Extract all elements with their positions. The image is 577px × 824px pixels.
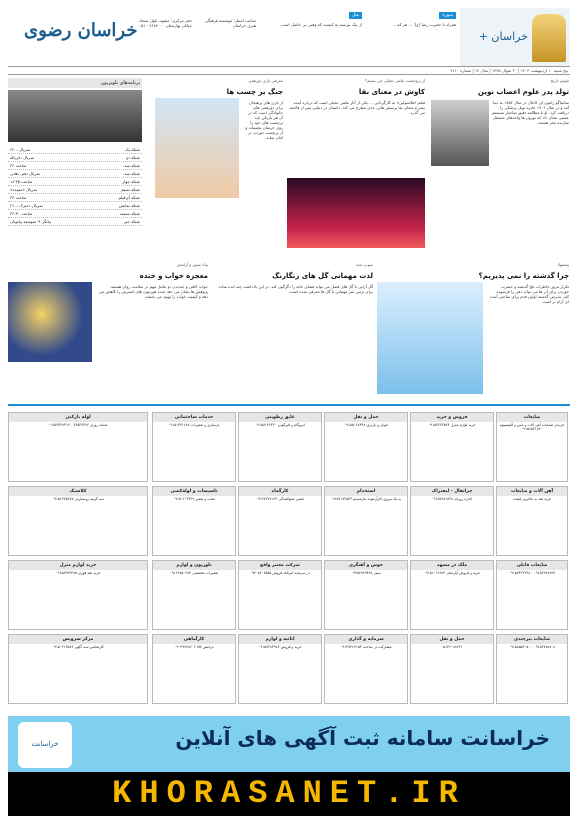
movie-poster <box>287 178 425 248</box>
tv-show: سریال داترباله <box>10 155 34 160</box>
ad-text: خرید و فروش ۰۹۱۵۷۳۸۳۹۸۴ <box>258 645 302 649</box>
sure-box <box>366 12 456 62</box>
article-kicker: تقویم تاریخ <box>550 78 569 83</box>
ad-text: خرید نقد به بالاترین قیمت <box>512 497 552 501</box>
ad-text: خرید لوازم منزل ۰۹۱۵۳۲۲۴۵۲۴ <box>428 423 476 427</box>
banner-logo-text: خراسانت <box>31 740 59 748</box>
article-kicker: از پروجشت علمی تخیلی چی بسیم؟ <box>364 78 425 83</box>
article-kicker: پیشنهاد <box>557 262 569 267</box>
ad-heading: جوش و آهنگری <box>325 561 407 570</box>
tv-item <box>8 194 142 202</box>
tv-item <box>8 202 142 210</box>
classified-ad[interactable] <box>496 560 568 630</box>
newspaper-logo: خراسان رضوی <box>24 20 138 41</box>
ad-text: ۰۹۱۵۶۲۹۸۷۷۹ - ۰۹۱۵۷۴۲۲۲۴۸ <box>508 571 556 575</box>
article-body: فیلم «فلاسولین» به کارگردانی ... یکی از آثار علمی تخیلی است که درباره آینده بشر و معنای بقا پرسش هایی جدی مطرح می کند. داستان در دنیایی پس از فاجعه می گذرد. <box>289 100 425 115</box>
tv-show: سریال «سپیده» <box>10 187 37 192</box>
banner-line1: خراسانت سامانه ثبت آگهی های آنلاین <box>175 726 550 750</box>
banner-logo <box>18 722 72 768</box>
ad-text: اتوبار و باربری ۰۹۱۵۵۰۶۸۴۴۸ <box>344 423 388 427</box>
article-title: تولد پدر علوم اعصاب نوین <box>478 88 569 96</box>
ad-text: نصب و تعمیر ۰۹۱۵۰۲۰۳۶۲۷ <box>173 497 215 501</box>
tv-item <box>8 178 142 186</box>
tv-show: سریال ...۲۲ <box>10 147 31 152</box>
ad-heading: فروش و خرید <box>411 413 493 422</box>
tv-item <box>8 218 142 226</box>
classified-ad[interactable] <box>238 412 322 482</box>
classified-ad[interactable] <box>324 412 408 482</box>
classified-ad[interactable] <box>8 412 148 482</box>
ad-text: ترخیص کالا ۰۹۰۴۹۶۷۸۶۰۶ <box>174 645 214 649</box>
ad-heading: مرکز سرویس <box>9 635 147 644</box>
article-body: گل آرایی با گل های فصل می تواند فضای خانه را دگرگون کند. در این یادداشت چند ایده ساده برای تزئین میز مهمانی با گل ها معرفی شده است. <box>218 284 373 294</box>
ad-heading: خرید لوازم منزل <box>9 561 147 570</box>
classified-ad[interactable] <box>152 560 236 630</box>
article-sleep <box>8 262 208 398</box>
tv-channel: شبکه سه <box>124 163 140 168</box>
tv-channel: شبکه نمایش <box>118 203 140 208</box>
khorasanet-banner[interactable] <box>8 716 570 816</box>
article-brain-history <box>429 78 569 254</box>
ad-text: تعمیرات تخصصی ۰۹۱۲۶۷۵۰۳۸۴ <box>169 571 219 575</box>
ad-text: بازسازی و تعمیرات ۰۹۱۵۱۳۳۱۶۸۷ <box>168 423 220 427</box>
issue-line: پنج شنبه ۱۰ اردیبهشت ۱۴۰۳ | ۲۰ شوال ۱۴۴۵ | سال ۱۴ | شماره ۴۱۱۰ <box>8 66 570 75</box>
ad-heading: کارآماهی <box>153 635 235 644</box>
classified-ad[interactable] <box>152 634 236 704</box>
ads-area <box>8 404 570 714</box>
sure-text: همراه با حضرت رضا (ع): ... هر که ... <box>392 22 456 27</box>
tv-channel: شبکه خبر <box>123 219 140 224</box>
tv-item <box>8 210 142 218</box>
ad-text: سیار ۰۹۳۵۴۸۴۹۴۷۸ <box>351 571 381 575</box>
shrine-image <box>532 14 566 62</box>
ad-text: در سرمایه امرالله فروش ۰۹۳۰۵۲۰۶۵۵۵ <box>249 571 311 575</box>
classified-ad[interactable] <box>410 634 494 704</box>
article-flowers <box>213 262 373 398</box>
ad-heading: لوله بازکنی <box>9 413 147 422</box>
tv-show: ساعت ۱۸:۳۵ <box>10 179 33 184</box>
ad-text: خرید و فروش آپارتمان ۰۹۱۵۱۰۱۹۶۸۲ <box>423 571 481 575</box>
moon-illustration <box>8 282 92 362</box>
classified-ad[interactable] <box>324 634 408 704</box>
office-text: دفتر مرکزی: مشهد، بلوار سجاد، خیابان بهارستان ۷۶۸۴۰۰۰ - ۰۵۱ <box>138 18 192 28</box>
ad-text: تعمیر جمع‌کنندگی ۰۹۱۲۸۲۲۷۱۶۴ <box>255 497 305 501</box>
tv-channel: شبکه دو <box>126 155 140 160</box>
classified-ad[interactable] <box>8 560 148 630</box>
ad-text: خریدار ضایعات آهن آلات و مس و آلومینیوم ۰۹۱۵۶۵۳۱۸۲۰ <box>499 423 565 432</box>
classified-ad[interactable] <box>410 560 494 630</box>
classified-ad[interactable] <box>496 486 568 556</box>
proverb-text: از نیک بپرسید به کیست که وقتی بی حاصل است. <box>279 22 362 27</box>
sure-label: سوره <box>439 12 456 19</box>
classified-ad[interactable] <box>8 486 148 556</box>
article-movie <box>287 78 425 254</box>
ad-heading: سرمایه و گذاری <box>325 635 407 644</box>
tv-item <box>8 170 142 178</box>
ad-text: ایزوگام و قیرگونی ۰۹۱۵۷۱۴۶۴۲۰ <box>255 423 305 427</box>
ad-heading: تاسیسات و لوله‌کشی <box>153 487 235 496</box>
ad-heading: شرکت معتبر واقع <box>239 561 321 570</box>
article-body: خواب کافی و خندیدن دو عامل مهم در سلامت روان هستند. پژوهش ها نشان می دهد خنده هورمون های استرس را کاهش می دهد و کیفیت خواب را بهبود می بخشد. <box>98 284 208 299</box>
ad-text: خرید نقد فوری ۰۹۱۵۸۴۷۲۳۸۵ <box>55 571 101 575</box>
kids-illustration <box>155 98 239 198</box>
ad-text: اجاره روزانه ۰۹۱۵۷۲۸۶۸۲۸ <box>431 497 473 501</box>
tv-item <box>8 162 142 170</box>
tv-channel: شبکه سه <box>124 171 140 176</box>
article-body: سانتیاگو رامون ای کاخال در سال ۱۸۵۲ به دنیا آمد و در سال ۱۹۰۶ جایزه نوبل پزشکی را دریافت کرد. او با مطالعه دقیق ساختار سیستم عصبی نشان داد که نورون ها واحدهای مستقل سازنده مغز هستند. <box>492 100 569 125</box>
proverb-box <box>262 12 362 62</box>
article-title: کاوش در معنای بقا <box>358 88 425 96</box>
tv-show: ساعت ۲۲ <box>10 163 27 168</box>
tv-show: سریال دفتر دهاتی <box>10 171 41 176</box>
article-title: معجزه خواب و خنده <box>139 272 208 280</box>
classified-ad[interactable] <box>496 634 568 704</box>
ad-text: به یک نیروی کارآزموده نیازمندیم ۰۹۱۵۲۱۷۲۵۴۳ <box>330 497 402 501</box>
ad-text: سه گزینه روستارتی ۰۹۱۵۱۳۲۵۸۷۷ <box>52 497 104 501</box>
tv-item <box>8 146 142 154</box>
portrait-photo <box>431 100 489 166</box>
classified-ad[interactable] <box>324 486 408 556</box>
ad-heading: اثاثیه و لوازم <box>239 635 321 644</box>
classified-ad[interactable] <box>238 634 322 704</box>
classified-ad[interactable] <box>324 560 408 630</box>
ad-heading: حمل و نقل <box>325 413 407 422</box>
ad-heading: تلوزیون و لوازم <box>153 561 235 570</box>
tv-show: سریال دخترک ...۲۱ <box>10 203 43 208</box>
article-game <box>155 78 283 254</box>
tv-show: ساعت ۲۲:۳۰ <box>10 211 33 216</box>
classified-ad[interactable] <box>410 412 494 482</box>
head-illustration <box>377 282 483 394</box>
ad-heading: جراثقال - لیفتراک <box>411 487 493 496</box>
classified-ad[interactable] <box>410 486 494 556</box>
ad-heading: کلاسیک <box>9 487 147 496</box>
classified-ad[interactable] <box>496 412 568 482</box>
tv-image <box>8 90 142 142</box>
ad-text: کارشناس ثبت آگهی ۰۹۱۵۰۴۱۴۵۸۹ <box>52 645 104 649</box>
section-label <box>460 8 570 66</box>
masthead <box>8 8 570 66</box>
ad-heading: ملک در مشهد <box>411 561 493 570</box>
tv-channel: شبکه یک <box>125 147 140 152</box>
ad-heading: ضایعات <box>497 413 567 422</box>
ad-text: ۰۹۱۵۶۷۷۸۸۰۸ - ۰۹۱۵۸۵۵۴۰۵۰ <box>508 645 556 649</box>
ad-heading: ضایعات بیرجندی <box>497 635 567 644</box>
ad-heading: آهن آلات و ضایعات <box>497 487 567 496</box>
classified-ad[interactable] <box>152 486 236 556</box>
ad-heading: حمل و نقل <box>411 635 493 644</box>
tv-channel: شبکه مستند <box>119 211 140 216</box>
ad-text: ۰۵۱۳۶۰۸۸۴۲۱ <box>441 645 463 649</box>
tv-show: ساعت ۲۳ <box>10 195 27 200</box>
ad-text: مشارکت در ساخت ۰۹۱۳۷۴۶۶۱۵۴ <box>340 645 392 649</box>
ad-text: شبانه روزی ۳۶۵۲۴۲۷۶ - ۰۹۱۵۳۳۴۸۴۱۴ <box>48 423 108 427</box>
proverb-label: مثل <box>349 12 362 19</box>
ad-heading: کارگماه <box>239 487 321 496</box>
tv-show: بیانگر + متوسعه پیانوبان <box>10 219 52 224</box>
article-title: چرا گذشته را نمی پذیریم؟ <box>478 272 569 280</box>
article-title: جنگ بر چسب ها <box>226 88 283 96</box>
ad-heading: عایق رطوبتی <box>239 413 321 422</box>
ad-heading: خدمات ساختمانی <box>153 413 235 422</box>
classified-ad[interactable] <box>8 634 148 704</box>
tv-list <box>8 146 142 226</box>
article-title: لذت مهمانی گل های رنگارنگ <box>272 272 373 280</box>
article-kicker: پناه صبور و آرامش <box>176 262 208 267</box>
section-title: خراسان + <box>478 30 528 43</box>
tv-channel: شبکه نسیم <box>121 187 140 192</box>
classified-ad[interactable] <box>238 486 322 556</box>
tv-title: برنامه‌های تلویزیون <box>8 78 142 88</box>
tv-item <box>8 186 142 194</box>
article-past <box>377 262 569 398</box>
article-kicker: سوپ تنده <box>356 262 373 267</box>
ad-heading: استخدام <box>325 487 407 496</box>
tv-item <box>8 154 142 162</box>
banner-line2: KHORASANET.IR <box>112 775 466 812</box>
ad-heading: ضایعات قابلی <box>497 561 567 570</box>
tv-schedule <box>8 78 142 254</box>
classified-ad[interactable] <box>152 412 236 482</box>
article-body: از بازی های پرهیجان برای دورهمی های خانوادگی است که در آن هر بازیکن باید برچسب های خود را روی حریفان بچسباند و از برچسب خوردن در امان بماند. <box>245 100 283 140</box>
banner-line2-bg <box>8 772 570 816</box>
tv-channel: شبکه آی‌فیلم <box>118 195 140 200</box>
tv-channel: شبکه چهار <box>122 179 140 184</box>
license-text: صاحب امتیاز: موسسه فرهنگی هنری خراسان <box>204 18 256 28</box>
classified-ad[interactable] <box>238 560 322 630</box>
article-body: تکرار مرور خاطرات تلخ گذشته و حسرت خوردن برای آن ها می تواند ذهن را فرسوده کند. پذیرش گذشته اولین قدم برای ساختن آینده ای آرام تر است. <box>490 284 569 304</box>
article-kicker: معرفی بازی دورهمی <box>248 78 283 83</box>
